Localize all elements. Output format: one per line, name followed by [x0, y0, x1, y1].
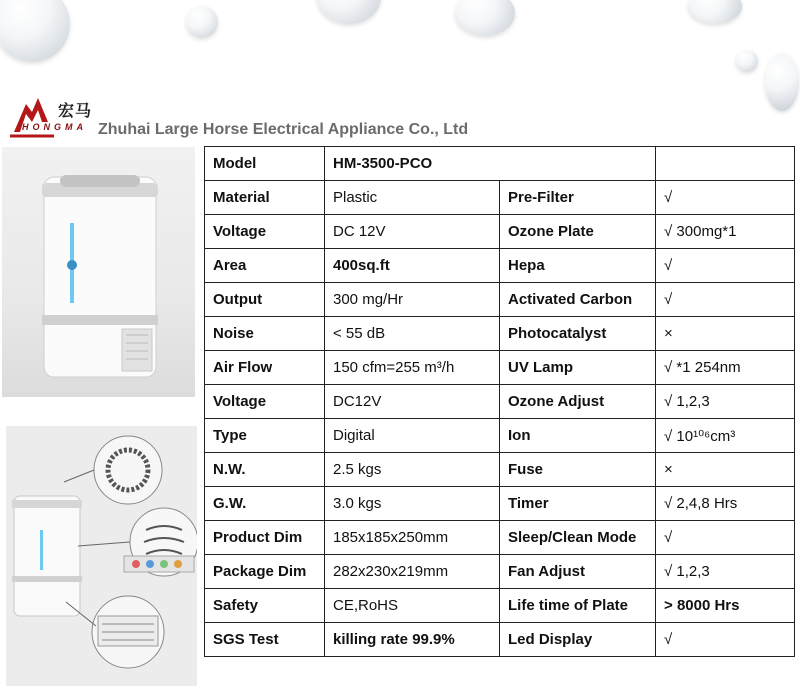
- feature-label: Fan Adjust: [500, 555, 656, 589]
- table-row: [205, 453, 795, 487]
- spec-value: 400sq.ft: [325, 249, 500, 283]
- table-row: [205, 385, 795, 419]
- spec-label: Air Flow: [205, 351, 325, 385]
- spec-label: N.W.: [205, 453, 325, 487]
- spec-value: Plastic: [325, 181, 500, 215]
- purifier-detail-illustration: [6, 426, 197, 686]
- feature-label: Pre-Filter: [500, 181, 656, 215]
- water-drop-decoration: [186, 6, 218, 38]
- company-logo: [8, 92, 98, 142]
- feature-value: √ 300mg*1: [656, 215, 795, 249]
- spec-value: DC12V: [325, 385, 500, 419]
- feature-value: √: [656, 181, 795, 215]
- spec-label: Voltage: [205, 215, 325, 249]
- feature-value: √ 10¹⁰⁶cm³: [656, 419, 795, 453]
- spec-label: Type: [205, 419, 325, 453]
- spec-label: Product Dim: [205, 521, 325, 555]
- table-row: [205, 317, 795, 351]
- feature-value: √ 2,4,8 Hrs: [656, 487, 795, 521]
- feature-label: Photocatalyst: [500, 317, 656, 351]
- feature-value: ×: [656, 317, 795, 351]
- water-drop-decoration: [317, 0, 381, 24]
- spec-value: 185x185x250mm: [325, 521, 500, 555]
- water-drop-decoration: [736, 50, 758, 72]
- feature-label: Ion: [500, 419, 656, 453]
- spec-label: G.W.: [205, 487, 325, 521]
- spec-label: Material: [205, 181, 325, 215]
- table-row: [205, 589, 795, 623]
- feature-label: UV Lamp: [500, 351, 656, 385]
- feature-label: Timer: [500, 487, 656, 521]
- feature-value: √: [656, 283, 795, 317]
- feature-value: > 8000 Hrs: [656, 589, 795, 623]
- model-value: HM-3500-PCO: [325, 147, 656, 181]
- spec-label: Voltage: [205, 385, 325, 419]
- feature-value: ×: [656, 453, 795, 487]
- feature-label: Fuse: [500, 453, 656, 487]
- empty-cell: [656, 147, 795, 181]
- logo-chinese-text: 宏马: [58, 101, 93, 120]
- table-row: [205, 147, 795, 181]
- spec-value: Digital: [325, 419, 500, 453]
- spec-value: killing rate 99.9%: [325, 623, 500, 657]
- table-row: [205, 249, 795, 283]
- spec-label: Safety: [205, 589, 325, 623]
- water-drop-decoration: [455, 0, 515, 36]
- feature-label: Ozone Adjust: [500, 385, 656, 419]
- spec-value: 150 cfm=255 m³/h: [325, 351, 500, 385]
- feature-label: Ozone Plate: [500, 215, 656, 249]
- water-drop-decoration: [688, 0, 742, 24]
- feature-label: Life time of Plate: [500, 589, 656, 623]
- feature-value: √ 1,2,3: [656, 385, 795, 419]
- air-purifier-illustration: [2, 147, 195, 397]
- feature-label: Sleep/Clean Mode: [500, 521, 656, 555]
- table-row: [205, 215, 795, 249]
- table-row: [205, 283, 795, 317]
- logo-english-text: HONGMA: [22, 122, 87, 132]
- table-row: [205, 623, 795, 657]
- spec-label: Package Dim: [205, 555, 325, 589]
- spec-value: 3.0 kgs: [325, 487, 500, 521]
- feature-value: √ 1,2,3: [656, 555, 795, 589]
- spec-value: CE,RoHS: [325, 589, 500, 623]
- spec-value: 300 mg/Hr: [325, 283, 500, 317]
- water-drop-decoration: [765, 53, 799, 111]
- feature-value: √: [656, 521, 795, 555]
- spec-value: 2.5 kgs: [325, 453, 500, 487]
- feature-label: Led Display: [500, 623, 656, 657]
- product-detail-photo: [6, 426, 197, 686]
- spec-label: Area: [205, 249, 325, 283]
- table-row: [205, 521, 795, 555]
- feature-value: √ *1 254nm: [656, 351, 795, 385]
- spec-value: 282x230x219mm: [325, 555, 500, 589]
- feature-value: √: [656, 623, 795, 657]
- water-drop-decoration: [0, 0, 70, 62]
- table-row: [205, 181, 795, 215]
- model-label: Model: [205, 147, 325, 181]
- spec-value: DC 12V: [325, 215, 500, 249]
- spec-label: Output: [205, 283, 325, 317]
- feature-value: √: [656, 249, 795, 283]
- spec-value: < 55 dB: [325, 317, 500, 351]
- specification-table: [204, 146, 795, 657]
- table-row: [205, 419, 795, 453]
- table-row: [205, 555, 795, 589]
- table-row: [205, 351, 795, 385]
- product-photo: [2, 147, 195, 397]
- company-name: Zhuhai Large Horse Electrical Appliance Co., Ltd: [98, 121, 469, 138]
- feature-label: Hepa: [500, 249, 656, 283]
- table-row: [205, 487, 795, 521]
- feature-label: Activated Carbon: [500, 283, 656, 317]
- spec-label: SGS Test: [205, 623, 325, 657]
- spec-label: Noise: [205, 317, 325, 351]
